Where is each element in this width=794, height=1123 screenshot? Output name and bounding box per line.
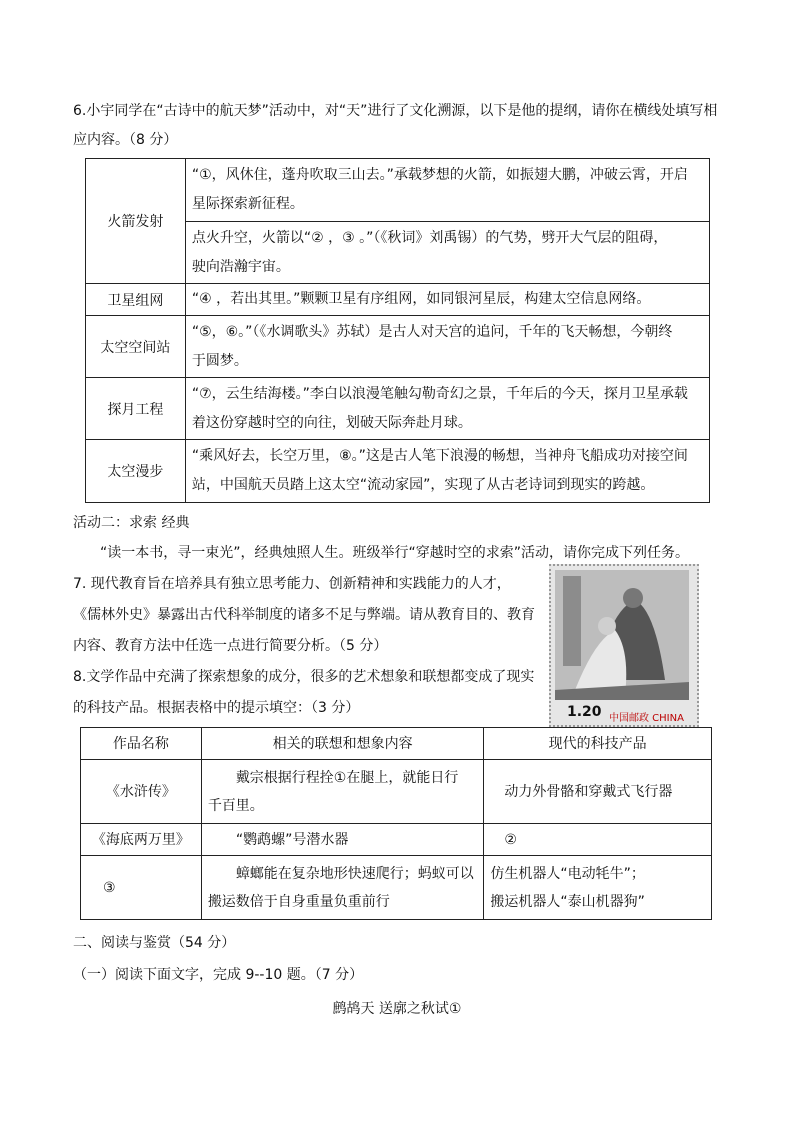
row-label: 卫星组网: [86, 284, 186, 316]
product-line: 搬运机器人“泰山机器狗”: [490, 893, 645, 910]
content-line: “⑦，云生结海楼。”李白以浪漫笔触勾勒奇幻之景，千年后的今天，探月卫星承载: [191, 385, 688, 402]
content-line: 星际探索新征程。: [191, 196, 304, 212]
activity2-intro: “读一本书，寻一束光”，经典烛照人生。班级举行“穿越时空的求索”活动，请你完成下列任务。: [100, 545, 690, 561]
q7-line1: 7. 现代教育旨在培养具有独立思考能力、创新精神和实践能力的人才，: [73, 576, 511, 592]
row-content: [185, 378, 709, 440]
product-line: 仿生机器人“电动牦牛”；: [490, 865, 645, 882]
table-row: [81, 760, 712, 824]
section2-title: 二、阅读与鉴赏（54 分）: [73, 935, 236, 951]
q8-line1: 8.文学作品中充满了探索想象的成分，很多的艺术想象和联想都变成了现实: [73, 669, 535, 685]
table-row: [86, 316, 710, 378]
content-line: “鹦鹉螺”号潜水器: [235, 831, 349, 848]
q7-line3: 内容、教育方法中任选一点进行简要分析。（5 分）: [73, 638, 388, 654]
content-cell: [201, 856, 484, 920]
poem-title: 鹧鸪天 送廓之秋试①: [332, 1001, 462, 1017]
stamp-figures-illustration: [555, 570, 689, 700]
column-header: 作品名称: [81, 728, 202, 760]
table-row: [81, 856, 712, 920]
content-line: 戴宗根据行程拴①在腿上，就能日行: [235, 769, 459, 786]
table-row: [86, 284, 710, 316]
content-line: 点火升空，火箭以“② ，③ 。”（《秋词》刘禹锡）的气势，劈开大气层的阻碍，: [191, 229, 668, 246]
q8-line2: 的科技产品。根据表格中的提示填空：（3 分）: [73, 700, 360, 716]
column-header: 相关的联想和想象内容: [201, 728, 484, 760]
row-content: [185, 222, 709, 284]
content-line: “①，风休住，蓬舟吹取三山去。”承载梦想的火箭，如振翅大鹏，冲破云霄，开启: [191, 167, 688, 183]
content-cell: [201, 760, 484, 824]
content-line: 站，中国航天员踏上这太空“流动家园”，实现了从古老诗词到现实的跨越。: [191, 477, 655, 493]
content-line: 着这份穿越时空的向往，划破天际奔赴月球。: [191, 414, 472, 431]
column-header: 现代的科技产品: [484, 728, 712, 760]
content-line: “乘风好去，长空万里，⑧。”这是古人笔下浪漫的畅想，当神舟飞船成功对接空间: [191, 448, 688, 464]
content-line: 搬运数倍于自身重量负重前行: [207, 893, 390, 910]
content-line: 驶向浩瀚宇宙。: [191, 258, 290, 275]
q8-table: [80, 727, 712, 920]
stamp-price: 1.20: [567, 704, 602, 720]
product-cell: 动力外骨骼和穿戴式飞行器: [484, 760, 712, 824]
table-row: [86, 440, 710, 503]
content-line: 于圆梦。: [191, 352, 248, 369]
stamp-artwork: [555, 570, 689, 700]
work-cell: 《海底两万里》: [81, 824, 202, 856]
row-label: 太空漫步: [86, 440, 186, 503]
q6-table: [85, 158, 710, 503]
stamp-image: [549, 564, 699, 727]
row-label: 太空空间站: [86, 316, 186, 378]
section2-subtitle: （一）阅读下面文字，完成 9--10 题。（7 分）: [73, 967, 364, 983]
row-content: [185, 316, 709, 378]
table-row: [86, 159, 710, 222]
work-cell: 《水浒传》: [81, 760, 202, 824]
product-cell: [484, 856, 712, 920]
product-cell: ②: [484, 824, 712, 856]
content-line: “⑤，⑥。”（《水调歌头》苏轼）是古人对天宫的追问，千年的飞天畅想，今朝终: [191, 323, 673, 340]
table-row: [86, 378, 710, 440]
row-label: 探月工程: [86, 378, 186, 440]
table-header-row: [81, 728, 712, 760]
q7-line2: 《儒林外史》暴露出古代科举制度的诸多不足与弊端。请从教育目的、教育: [73, 607, 535, 623]
stamp-country: 中国邮政 CHINA: [609, 713, 684, 724]
content-cell: [201, 824, 484, 856]
row-content: “④ ，若出其里。”颗颗卫星有序组网，如同银河星辰，构建太空信息网络。: [185, 284, 709, 316]
content-line: 千百里。: [207, 797, 264, 814]
table-row: [81, 824, 712, 856]
row-content: [185, 440, 709, 503]
content-line: 蟑螂能在复杂地形快速爬行；蚂蚁可以: [235, 865, 474, 882]
activity2-title: 活动二：求索 经典: [73, 515, 190, 531]
row-label: 火箭发射: [86, 159, 186, 284]
row-content: [185, 159, 709, 222]
q6-prompt-line2: 应内容。（8 分）: [73, 132, 178, 148]
work-cell: ③: [81, 856, 202, 920]
q6-prompt-line1: 6.小宇同学在“古诗中的航天梦”活动中，对“天”进行了文化溯源，以下是他的提纲，请你在横线处填写相: [73, 103, 718, 119]
